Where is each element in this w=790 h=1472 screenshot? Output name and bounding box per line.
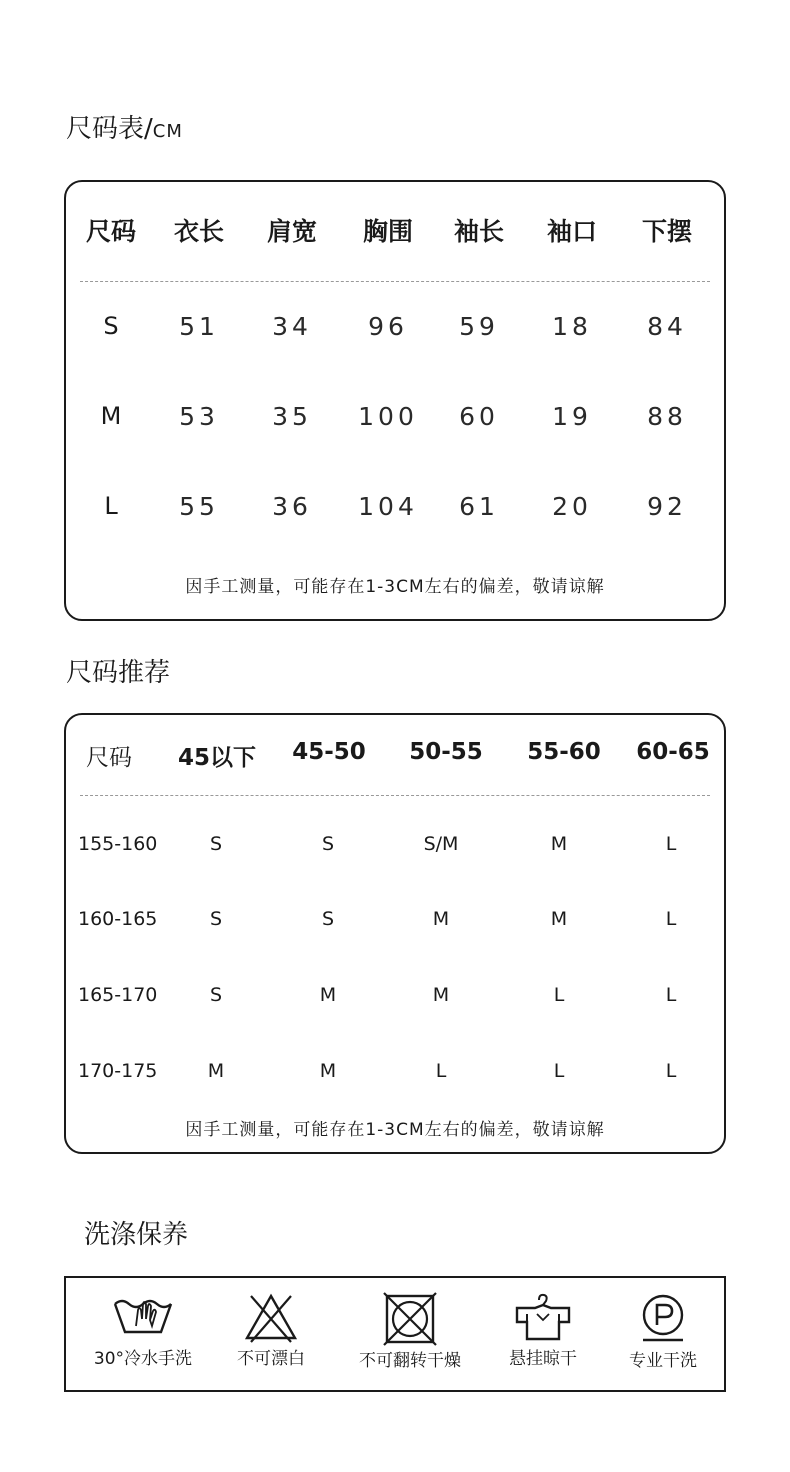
size-chart-header: 肩宽 [266,217,317,246]
size-chart-header: 尺码 [85,217,136,246]
table-cell: 34 [272,312,312,341]
size-chart-header: 胸围 [362,217,413,246]
measurement-note: 因手工测量，可能存在1-3CM左右的偏差，敬请谅解 [185,1120,605,1140]
table-cell: 92 [647,492,687,521]
care-label: 专业干洗 [629,1351,697,1371]
care-item [78,1278,208,1369]
size-chart-header: 下摆 [641,217,692,246]
size-chart-header: 袖口 [546,217,597,246]
table-cell: M [432,908,450,930]
table-cell: L [553,984,565,1006]
table-cell: M [319,1060,337,1082]
recommend-header: 45以下 [177,745,256,771]
care-label: 悬挂晾干 [509,1349,577,1369]
care-item [478,1278,608,1369]
care-instructions [64,1276,726,1392]
table-cell: L [665,908,677,930]
care-item [598,1278,728,1371]
table-cell: S [321,833,335,855]
table-cell: 170-175 [78,1060,158,1082]
table-cell: L [665,1060,677,1082]
recommend-table [64,713,726,1154]
hang-dry-icon [513,1292,573,1342]
table-cell: 20 [552,492,592,521]
table-cell: M [319,984,337,1006]
table-cell: S/M [423,833,459,855]
table-cell: 84 [647,312,687,341]
table-cell: M [550,908,568,930]
table-cell: 59 [459,312,499,341]
table-cell: L [665,984,677,1006]
table-cell: L [104,492,118,520]
table-cell: 88 [647,402,687,431]
care-label: 不可漂白 [237,1349,305,1369]
table-cell: 53 [179,402,219,431]
table-cell: 100 [358,402,418,431]
size-chart-title [66,108,183,145]
table-cell: 165-170 [78,984,158,1006]
recommend-header: 50-55 [409,739,483,765]
table-cell: 51 [179,312,219,341]
size-chart-title-text: 尺码表/ [66,114,153,144]
care-label: 不可翻转干燥 [359,1351,461,1371]
recommend-title: 尺码推荐 [66,658,171,688]
table-cell: 104 [358,492,418,521]
recommend-header: 45-50 [292,739,366,765]
table-cell: L [665,833,677,855]
recommend-header: 60-65 [636,739,710,765]
divider [80,795,710,796]
divider [80,281,710,282]
size-chart-header: 衣长 [173,217,224,246]
table-cell: 35 [272,402,312,431]
no-tumble-dry-icon [382,1292,438,1346]
care-title: 洗涤保养 [84,1220,189,1250]
table-cell: 61 [459,492,499,521]
size-chart-unit: CM [152,121,183,142]
table-cell: 36 [272,492,312,521]
table-cell: 60 [459,402,499,431]
table-cell: S [103,312,119,340]
recommend-header: 55-60 [527,739,601,765]
table-cell: 155-160 [78,833,158,855]
measurement-note: 因手工测量，可能存在1-3CM左右的偏差，敬请谅解 [185,577,605,597]
table-cell: S [321,908,335,930]
dry-clean-icon [637,1292,689,1344]
size-chart-table [64,180,726,621]
table-cell: 160-165 [78,908,158,930]
table-cell: 19 [552,402,592,431]
table-cell: S [209,908,223,930]
table-cell: 96 [368,312,408,341]
table-cell: M [100,402,122,430]
table-cell: M [207,1060,225,1082]
table-cell: S [209,984,223,1006]
table-cell: M [432,984,450,1006]
table-cell: M [550,833,568,855]
table-cell: L [553,1060,565,1082]
recommend-header: 尺码 [86,745,132,771]
care-label: 30°冷水手洗 [93,1349,193,1369]
table-cell: 55 [179,492,219,521]
care-item [345,1278,475,1371]
care-item [206,1278,336,1369]
table-cell: L [435,1060,447,1082]
table-cell: S [209,833,223,855]
no-bleach-icon [243,1292,299,1344]
table-cell: 18 [552,312,592,341]
size-chart-header: 袖长 [453,217,504,246]
hand-wash-icon [112,1292,174,1338]
